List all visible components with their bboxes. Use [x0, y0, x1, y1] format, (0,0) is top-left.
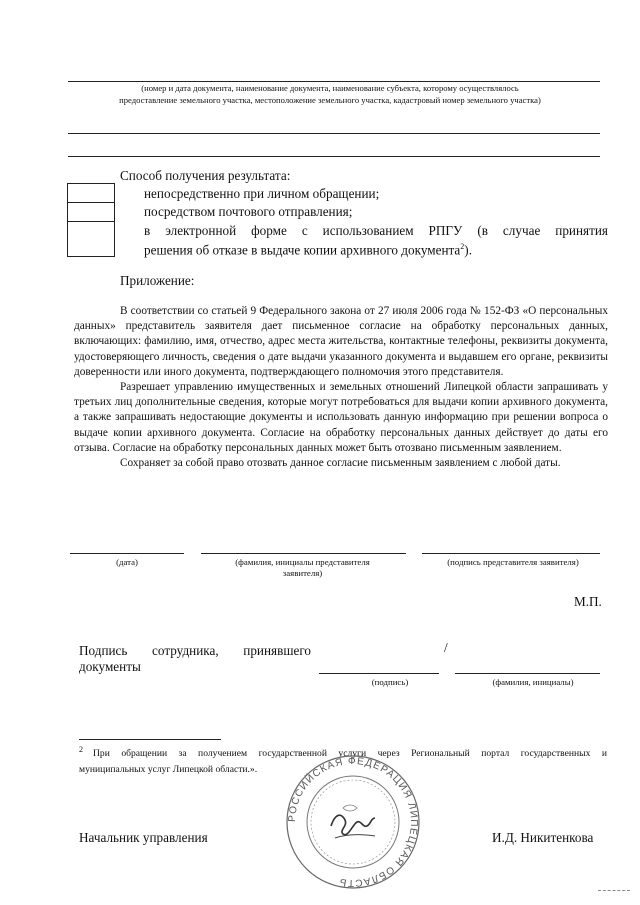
employee-label-line1: Подпись сотрудника, принявшего — [79, 643, 311, 658]
seal-text: РОССИЙСКАЯ ФЕДЕРАЦИЯ ЛИПЕЦКАЯ ОБЛАСТЬ — [286, 755, 420, 889]
position-title: Начальник управления — [79, 830, 208, 845]
date-line — [70, 553, 184, 554]
header-line-2 — [68, 133, 600, 134]
name-line — [201, 553, 406, 554]
method-option-electronic — [144, 223, 608, 258]
checkbox-in-person[interactable] — [67, 183, 115, 203]
method-option-post: посредством почтового отправления; — [144, 204, 353, 219]
header-line-3 — [68, 156, 600, 157]
name-caption: (фамилия, инициалы представителя заявителя) — [235, 557, 370, 578]
footnote-text-line2: муниципальных услуг Липецкой области.». — [79, 764, 258, 776]
method-option-electronic-line2: решения об отказе в выдаче копии архивного документа$^2$). — [144, 242, 472, 258]
consent-paragraph-1: В соответствии со статьей 9 Федерального закона от 27 июля 2006 года № 152-ФЗ «О персональных данных» представитель заявителя дает письменное согласие на обработку персональных данных, включающих: фамилию, имя, отчество, адрес места жительства, контактные телефоны, реквизиты документа, удостоверяющего личность, сведения о дате выдачи указанного документа и выдавшем его органе, реквизиты доверенности или иного документа, подтверждающего полномочия этого представителя. — [74, 305, 608, 378]
consent-paragraph-2: Разрешает управлению имущественных и земельных отношений Липецкой области запрашивать у третьих лиц дополнительные сведения, которые могут потребоваться для выдачи копии архивного документа, а также запрашивать недостающие документы и использовать данную информацию при решении вопроса о выдаче копии архивного документа. Согласие на обработку персональных данных действует до даты его отзыва. Согласие на обработку персональных данных может быть отозвано письменным заявлением. — [74, 381, 608, 454]
employee-sign-caption: (подпись) — [371, 677, 409, 687]
date-caption: (дата) — [116, 557, 138, 567]
signatory-name: И.Д. Никитенкова — [492, 830, 594, 845]
bottom-dash — [598, 890, 630, 891]
footnote-separator — [79, 739, 221, 740]
sign-line — [422, 553, 600, 554]
checkbox-post[interactable] — [67, 202, 115, 222]
header-caption-line2: предоставление земельного участка, местоположение земельного участка, кадастровый номер земельного участка) — [119, 95, 541, 105]
footnote-number: 2 — [79, 745, 83, 754]
method-title: Способ получения результата: — [120, 168, 291, 183]
header-caption — [40, 82, 620, 106]
employee-name-caption: (фамилия, инициалы) — [492, 677, 574, 687]
footnote-text-line1: При обращении за получением государственной услуги через Региональный портал государственных и — [93, 748, 607, 760]
footnote-ref: 2 — [460, 242, 465, 251]
seal-place-mark: М.П. — [574, 594, 602, 609]
checkbox-electronic[interactable] — [67, 221, 115, 257]
employee-label-line2: документы — [79, 659, 141, 674]
employee-name-line — [455, 673, 600, 674]
consent-paragraph-3: Сохраняет за собой право отозвать данное согласие письменным заявлением с любой даты. — [120, 457, 561, 470]
appendix-body — [74, 304, 608, 471]
appendix-title: Приложение: — [120, 273, 195, 288]
official-seal — [283, 752, 423, 892]
employee-sign-line — [319, 673, 439, 674]
header-caption-line1: (номер и дата документа, наименование документа, наименование субъекта, которому осуществлялось — [141, 83, 519, 93]
sign-caption: (подпись представителя заявителя) — [447, 557, 579, 567]
employee-label — [79, 643, 311, 675]
employee-slash: / — [444, 640, 448, 655]
method-option-in-person: непосредственно при личном обращении; — [144, 186, 380, 201]
method-option-electronic-line1: в электронной форме с использованием РПГУ (в случае принятия — [144, 223, 608, 238]
